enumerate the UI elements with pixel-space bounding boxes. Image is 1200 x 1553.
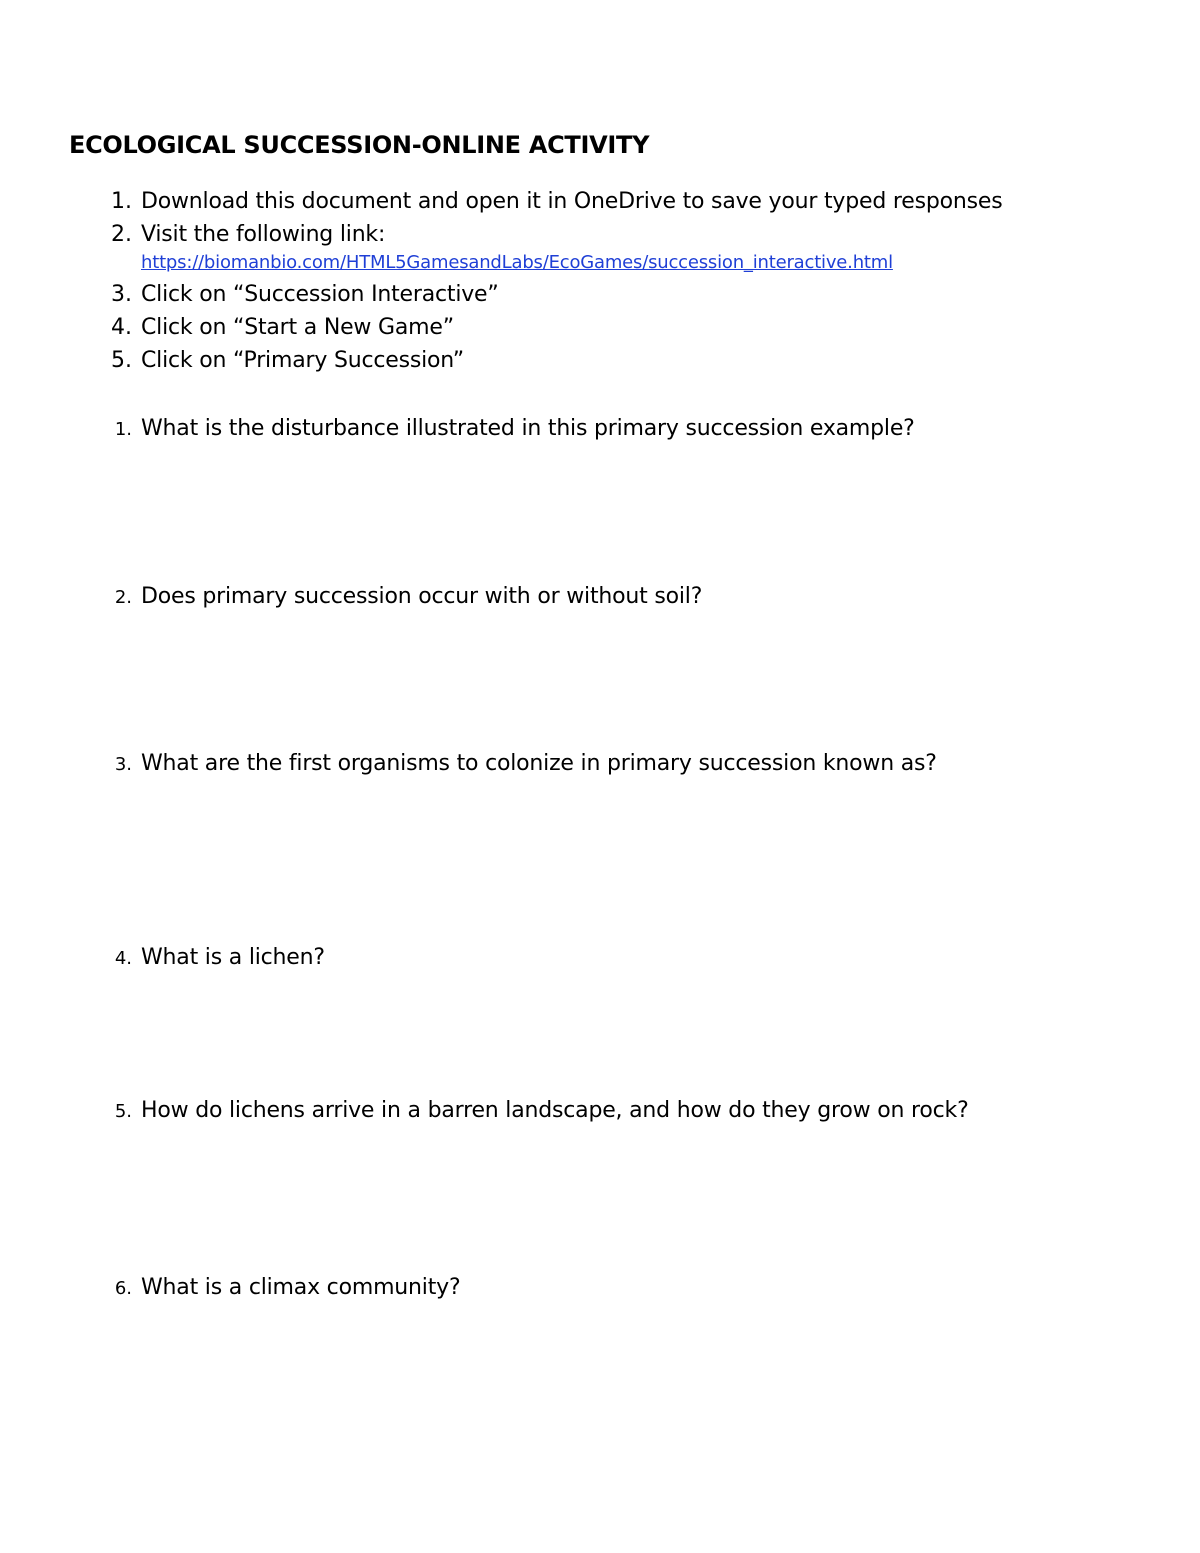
instruction-item bbox=[0, 222, 1200, 252]
instruction-number: 2. bbox=[111, 222, 132, 247]
instruction-item bbox=[0, 282, 1200, 312]
instruction-text: Visit the following link: bbox=[141, 222, 386, 247]
question-text: What is the disturbance illustrated in this primary succession example? bbox=[141, 416, 915, 441]
instruction-number: 4. bbox=[111, 315, 132, 340]
question-number: 4. bbox=[114, 948, 132, 969]
question-item bbox=[0, 416, 1200, 446]
instruction-item bbox=[0, 315, 1200, 345]
question-item bbox=[0, 584, 1200, 614]
instruction-item bbox=[0, 189, 1200, 219]
question-text: What is a lichen? bbox=[141, 945, 325, 970]
document-title: ECOLOGICAL SUCCESSION-ONLINE ACTIVITY bbox=[69, 131, 650, 159]
question-item bbox=[0, 945, 1200, 975]
instruction-number: 5. bbox=[111, 348, 132, 373]
instruction-text: Click on “Start a New Game” bbox=[141, 315, 454, 340]
question-text: What is a climax community? bbox=[141, 1275, 461, 1300]
instruction-text: Click on “Primary Succession” bbox=[141, 348, 465, 373]
question-item bbox=[0, 751, 1200, 781]
question-number: 3. bbox=[114, 754, 132, 775]
instruction-text: Click on “Succession Interactive” bbox=[141, 282, 499, 307]
succession-interactive-link[interactable]: https://biomanbio.com/HTML5GamesandLabs/EcoGames/succession_interactive.html bbox=[141, 252, 893, 273]
question-item bbox=[0, 1275, 1200, 1305]
instruction-text: Download this document and open it in OneDrive to save your typed responses bbox=[141, 189, 1003, 214]
instruction-number: 1. bbox=[111, 189, 132, 214]
instruction-number: 3. bbox=[111, 282, 132, 307]
question-number: 2. bbox=[114, 587, 132, 608]
instruction-item bbox=[0, 348, 1200, 378]
question-number: 5. bbox=[114, 1101, 132, 1122]
question-text: What are the first organisms to colonize in primary succession known as? bbox=[141, 751, 937, 776]
question-number: 6. bbox=[114, 1278, 132, 1299]
question-text: Does primary succession occur with or without soil? bbox=[141, 584, 703, 609]
question-number: 1. bbox=[114, 419, 132, 440]
question-item bbox=[0, 1098, 1200, 1128]
question-text: How do lichens arrive in a barren landscape, and how do they grow on rock? bbox=[141, 1098, 969, 1123]
